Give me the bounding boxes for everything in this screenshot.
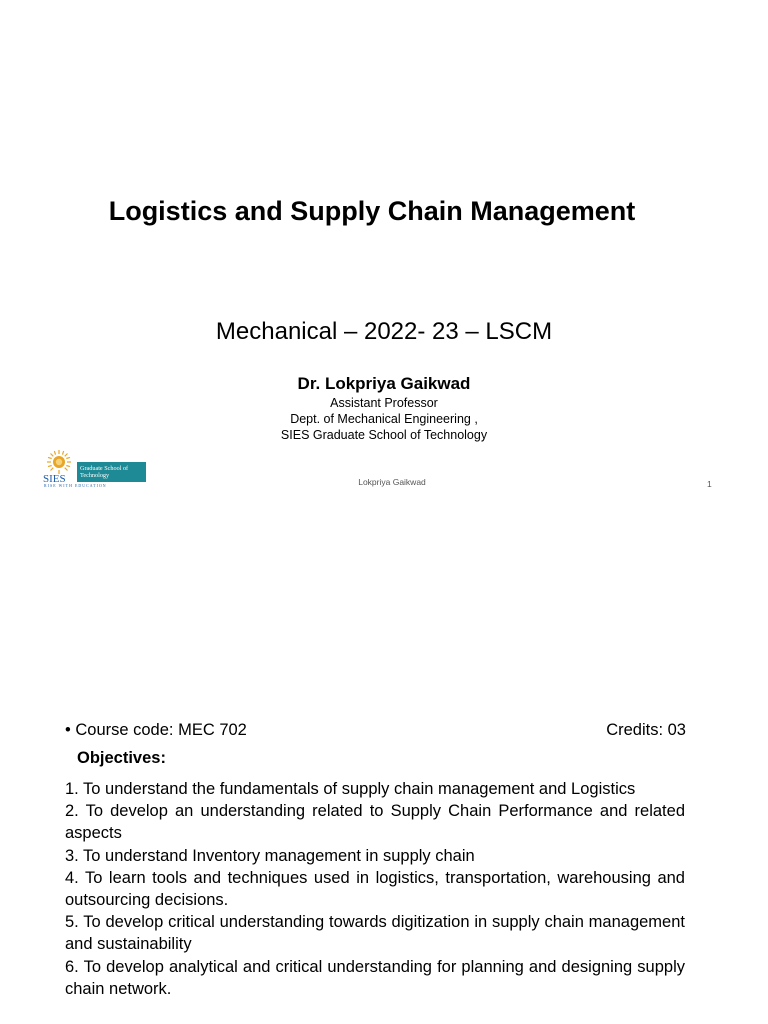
course-credits: Credits: 03 [606, 721, 686, 739]
course-slide [0, 512, 768, 1024]
objective-item: 6. To develop analytical and critical understanding for planning and designing supply chain network. [65, 957, 685, 998]
author-name: Dr. Lokpriya Gaikwad [297, 374, 471, 393]
logo-tagline: RISE WITH EDUCATION [44, 484, 107, 488]
objectives-list [65, 778, 685, 1000]
logo-text-line1: Graduate School of [80, 465, 129, 472]
objectives-heading: Objectives: [77, 749, 166, 767]
sun-icon [47, 450, 71, 474]
objective-item: 3. To understand Inventory management in supply chain [65, 846, 475, 865]
objective-item: 4. To learn tools and techniques used in logistics, transportation, warehousing and outsourcing decisions. [65, 868, 685, 910]
objective-item: 1. To understand the fundamentals of supply chain management and Logistics [65, 780, 636, 798]
page-number: 1 [707, 479, 712, 489]
logo-text-line2: Technology [80, 472, 110, 479]
course-code: • Course code: MEC 702 [65, 721, 247, 739]
footer-name: Lokpriya Gaikwad [358, 477, 426, 487]
objective-item: 5. To develop critical understanding towards digitization in supply chain management and sustainability [65, 913, 685, 954]
author-school: SIES Graduate School of Technology [280, 428, 488, 442]
slide-title: Logistics and Supply Chain Management [108, 196, 636, 226]
slide-subtitle: Mechanical – 2022- 23 – LSCM [215, 318, 553, 345]
author-role: Assistant Professor [330, 396, 438, 410]
objective-item: 2. To develop an understanding related to Supply Chain Performance and related aspects [65, 802, 685, 843]
logo-brand: SIES [43, 473, 66, 485]
author-department: Dept. of Mechanical Engineering , [290, 412, 478, 426]
